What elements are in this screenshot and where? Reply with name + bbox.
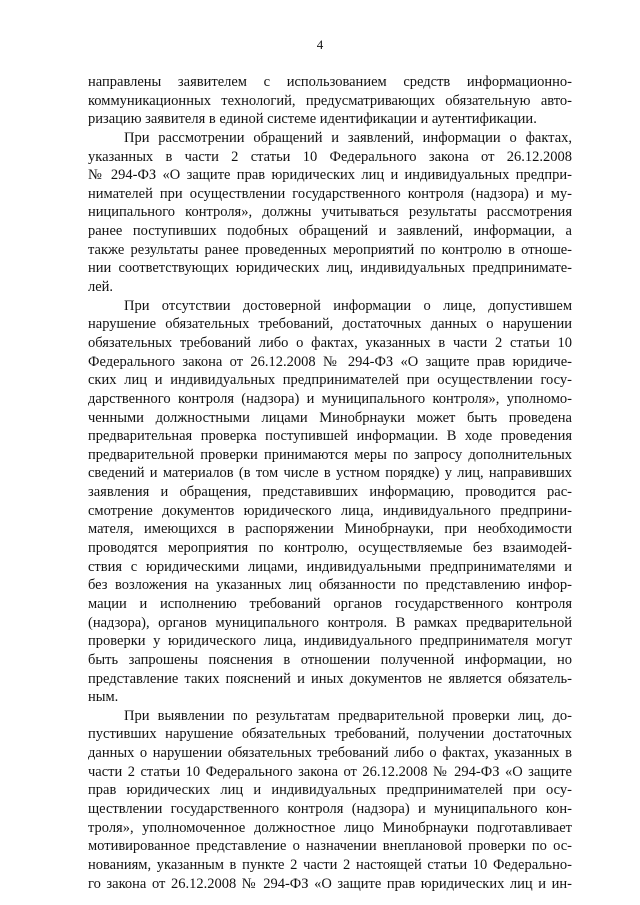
text-line: При рассмотрении обращений и заявлений, информации о фактах, xyxy=(124,129,572,146)
page-number: 4 xyxy=(316,37,324,52)
text-line: указанных в части 2 статьи 10 Федерального закона от 26.12.2008 xyxy=(88,148,572,165)
text-line: нии соответствующих юридических лиц, индивидуальных предпринимате- xyxy=(88,260,572,277)
text-line: троля», уполномоченное должностное лицо Минобрнауки подготавливает xyxy=(88,819,572,836)
text-line: проводятся мероприятия по контролю, осуществляемые без взаимодей- xyxy=(88,540,572,557)
text-line: коммуникационных технологий, предусматривающих обязательную авто- xyxy=(88,92,572,109)
text-line: ризацию заявителя в единой системе идентификации и аутентификации. xyxy=(88,111,537,128)
text-line: № 294-ФЗ «О защите прав юридических лиц и индивидуальных предпри- xyxy=(88,167,572,184)
text-line: (надзора), органов муниципального контроля. В рамках предварительной xyxy=(88,614,572,631)
text-line: представление таких пояснений и иных документов не является обязатель- xyxy=(88,670,572,687)
text-line: проверки у юридического лица, индивидуального предпринимателя могут xyxy=(88,633,572,650)
text-line: данных о нарушении обязательных требований либо о фактах, указанных в xyxy=(88,745,572,762)
text-line: ствия с юридическими лицами, индивидуальными предпринимателями и xyxy=(88,558,572,575)
text-line: мателя, имеющихся в распоряжении Минобрнауки, при необходимости xyxy=(88,521,572,538)
text-line: При отсутствии достоверной информации о лице, допустившем xyxy=(124,297,572,314)
text-line: без возложения на указанных лиц обязанности по представлению инфор- xyxy=(88,577,572,594)
text-line: ранее поступивших подобных обращений и заявлений, информации, а xyxy=(88,223,572,240)
text-line: лей. xyxy=(88,279,114,296)
text-line: дарственного контроля (надзора) и муниципального контроля», уполномо- xyxy=(88,390,572,407)
text-line: го закона от 26.12.2008 № 294-ФЗ «О защите прав юридических лиц и ин- xyxy=(88,875,572,892)
text-line: ских лиц и индивидуальных предпринимателей при осуществлении госу- xyxy=(88,372,572,389)
text-line: ченными должностными лицами Минобрнауки может быть проведена xyxy=(88,409,572,426)
text-line: пустивших нарушение обязательных требований, получении достаточных xyxy=(88,726,572,743)
text-line: мации и исполнению требований органов государственного контроля xyxy=(88,595,572,612)
text-line: нарушение обязательных требований, достаточных данных о нарушении xyxy=(88,316,572,333)
text-line: прав юридических лиц и индивидуальных предпринимателей при осу- xyxy=(88,782,572,799)
text-line: нимателей при осуществлении государственного контроля (надзора) и му- xyxy=(88,185,572,202)
text-line: заявления и обращения, представивших информацию, проводится рас- xyxy=(88,484,572,501)
text-line: обязательных требований либо о фактах, указанных в части 2 статьи 10 xyxy=(88,334,572,351)
text-line: ным. xyxy=(88,689,119,706)
document-body xyxy=(88,73,572,893)
text-line: предварительная проверка поступившей информации. В ходе проведения xyxy=(88,428,572,445)
text-line: При выявлении по результатам предварительной проверки лиц, до- xyxy=(124,707,572,724)
text-line: ниципального контроля», должны учитываться результаты рассмотрения xyxy=(88,204,572,221)
text-line: также результаты ранее проведенных мероприятий по контролю в отноше- xyxy=(88,241,572,258)
text-line: мотивированное представление о назначении внеплановой проверки по ос- xyxy=(88,838,572,855)
text-line: предварительной проверки принимаются меры по запросу дополнительных xyxy=(88,446,572,463)
text-line: Федерального закона от 26.12.2008 № 294-ФЗ «О защите прав юридиче- xyxy=(88,353,572,370)
text-line: сведений и материалов (в том числе в устном порядке) у лиц, направивших xyxy=(88,465,572,482)
text-line: нованиям, указанным в пункте 2 части 2 настоящей статьи 10 Федерально- xyxy=(88,856,572,873)
text-line: смотрение документов юридического лица, индивидуального предприни- xyxy=(88,502,572,519)
text-line: быть запрошены пояснения в отношении полученной информации, но xyxy=(88,651,572,668)
text-line: части 2 статьи 10 Федерального закона от 26.12.2008 № 294-ФЗ «О защите xyxy=(88,763,572,780)
text-line: ществлении государственного контроля (надзора) и муниципального кон- xyxy=(88,800,572,817)
text-line: направлены заявителем с использованием средств информационно- xyxy=(88,74,572,90)
